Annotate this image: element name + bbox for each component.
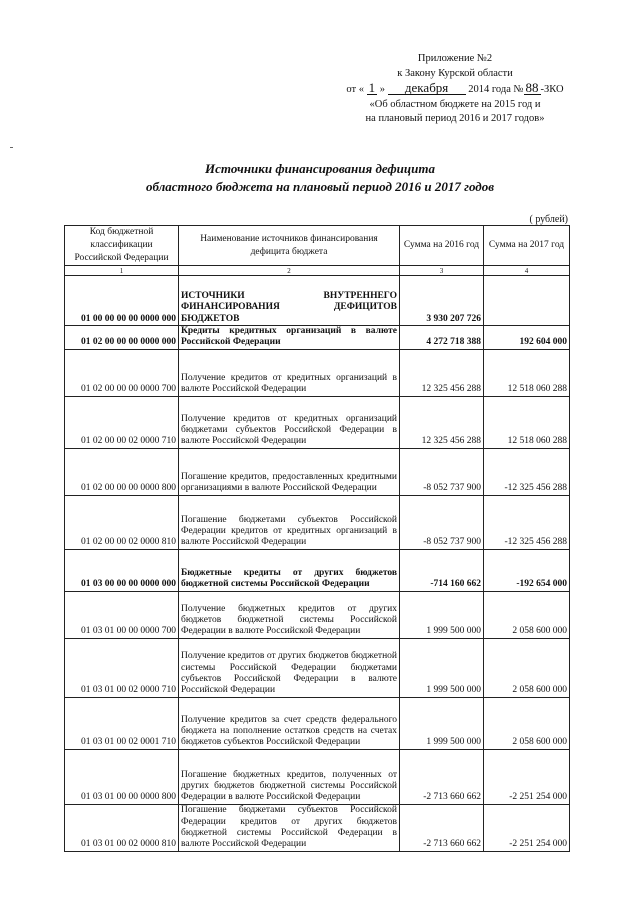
appendix-line-1: Приложение №2 [417, 53, 493, 64]
row-sum-2016: -714 160 662 [400, 549, 484, 591]
row-name: Бюджетные кредиты от других бюджетов бюджетной системы Российской Федерации [179, 549, 400, 591]
law-number: 88 [525, 80, 539, 95]
financing-sources-table [64, 225, 570, 852]
table-row [65, 495, 570, 549]
row-name: Кредиты кредитных организаций в валюте Российской Федерации [179, 326, 400, 350]
header-name: Наименование источников финансирования дефицита бюджета [179, 226, 400, 266]
col-number-2: 2 [179, 266, 400, 276]
row-sum-2017: -192 654 000 [484, 549, 570, 591]
row-code: 01 02 00 00 00 0000 700 [65, 349, 179, 396]
document-title [60, 160, 580, 196]
appendix-block [300, 52, 610, 127]
date-month: декабря [388, 81, 466, 95]
date-year: 2014 года № [468, 84, 524, 95]
row-name: ИСТОЧНИКИ ВНУТРЕННЕГО ФИНАНСИРОВАНИЯ ДЕФИЦИТОВ БЮДЖЕТОВ [179, 276, 400, 326]
row-code: 01 02 00 00 00 0000 800 [65, 448, 179, 495]
row-name: Получение кредитов от кредитных организаций бюджетами субъектов Российской Федерации в валюте Российской Федерации [179, 396, 400, 448]
row-sum-2016: -8 052 737 900 [400, 495, 484, 549]
units-label: ( рублей) [529, 214, 568, 225]
table-row [65, 326, 570, 350]
row-sum-2016: -2 713 660 662 [400, 804, 484, 851]
appendix-line-2: к Закону Курской области [397, 67, 513, 79]
table-body [65, 276, 570, 852]
row-name: Получение кредитов за счет средств федерального бюджета на пополнение остатков средств на счетах бюджетов субъектов Российской Федерации [179, 697, 400, 749]
table-row [65, 349, 570, 396]
row-code: 01 00 00 00 00 0000 000 [65, 276, 179, 326]
row-code: 01 03 01 00 02 0001 710 [65, 697, 179, 749]
row-sum-2016: -2 713 660 662 [400, 749, 484, 804]
table-row [65, 638, 570, 697]
row-sum-2016: 3 930 207 726 [400, 276, 484, 326]
row-sum-2017: 2 058 600 000 [484, 591, 570, 638]
col-number-4: 4 [484, 266, 570, 276]
row-code: 01 03 01 00 00 0000 800 [65, 749, 179, 804]
table-row [65, 697, 570, 749]
col-number-1: 1 [65, 266, 179, 276]
row-sum-2017: -2 251 254 000 [484, 804, 570, 851]
header-sum-2017: Сумма на 2017 год [484, 226, 570, 266]
row-name: Получение кредитов от других бюджетов бюджетной системы Российской Федерации бюджетами субъектов Российской Федерации в валюте Российской Федерации [179, 638, 400, 697]
row-name: Получение бюджетных кредитов от других бюджетов бюджетной системы Российской Федерации в валюте Российской Федерации [179, 591, 400, 638]
row-sum-2017: 12 518 060 288 [484, 396, 570, 448]
date-day: 1 [368, 80, 376, 95]
row-code: 01 02 00 00 00 0000 000 [65, 326, 179, 350]
row-code: 01 03 01 00 02 0000 810 [65, 804, 179, 851]
title-line-1: Источники финансирования дефицита [205, 161, 435, 176]
row-sum-2017: 192 604 000 [484, 326, 570, 350]
table-row [65, 749, 570, 804]
date-prefix: от « [346, 84, 364, 95]
scan-mark [10, 147, 13, 148]
row-name: Погашение кредитов, предоставленных кредитными организациями в валюте Российской Федерации [179, 448, 400, 495]
table-row [65, 591, 570, 638]
row-name: Погашение бюджетных кредитов, полученных от других бюджетов бюджетной системы Российской Федерации в валюте Российской Федерации [179, 749, 400, 804]
row-code: 01 02 00 00 02 0000 810 [65, 495, 179, 549]
table-row [65, 549, 570, 591]
appendix-line-5: на плановый период 2016 и 2017 годов» [365, 113, 545, 124]
header-sum-2016: Сумма на 2016 год [400, 226, 484, 266]
row-name: Погашение бюджетами субъектов Российской Федерации кредитов от других бюджетов бюджетной системы Российской Федерации в валюте Российской Федерации [179, 804, 400, 851]
table-row [65, 396, 570, 448]
row-sum-2017: 2 058 600 000 [484, 638, 570, 697]
row-sum-2016: 1 999 500 000 [400, 638, 484, 697]
date-mid: » [379, 84, 385, 95]
row-sum-2016: 1 999 500 000 [400, 697, 484, 749]
column-number-row [65, 266, 570, 276]
table-row [65, 804, 570, 851]
row-sum-2017: -12 325 456 288 [484, 495, 570, 549]
row-name: Погашение бюджетами субъектов Российской Федерации кредитов от кредитных организаций в валюте Российской Федерации [179, 495, 400, 549]
row-sum-2017: -2 251 254 000 [484, 749, 570, 804]
appendix-line-4: «Об областном бюджете на 2015 год и [369, 98, 541, 110]
table-row [65, 276, 570, 326]
row-sum-2016: 1 999 500 000 [400, 591, 484, 638]
date-suffix: -ЗКО [540, 84, 564, 95]
row-code: 01 03 01 00 00 0000 700 [65, 591, 179, 638]
row-code: 01 02 00 00 02 0000 710 [65, 396, 179, 448]
table-header-row [65, 226, 570, 266]
table-row [65, 448, 570, 495]
row-sum-2017 [484, 276, 570, 326]
row-sum-2016: -8 052 737 900 [400, 448, 484, 495]
appendix-date-line [300, 81, 610, 98]
row-sum-2017: 2 058 600 000 [484, 697, 570, 749]
title-line-2: областного бюджета на плановый период 2016 и 2017 годов [145, 179, 495, 194]
row-name: Получение кредитов от кредитных организаций в валюте Российской Федерации [179, 349, 400, 396]
row-sum-2016: 12 325 456 288 [400, 396, 484, 448]
row-sum-2017: 12 518 060 288 [484, 349, 570, 396]
row-code: 01 03 00 00 00 0000 000 [65, 549, 179, 591]
col-number-3: 3 [400, 266, 484, 276]
row-code: 01 03 01 00 02 0000 710 [65, 638, 179, 697]
header-code: Код бюджетной классификации Российской Федерации [65, 226, 179, 266]
row-sum-2017: -12 325 456 288 [484, 448, 570, 495]
row-sum-2016: 12 325 456 288 [400, 349, 484, 396]
row-sum-2016: 4 272 718 388 [400, 326, 484, 350]
